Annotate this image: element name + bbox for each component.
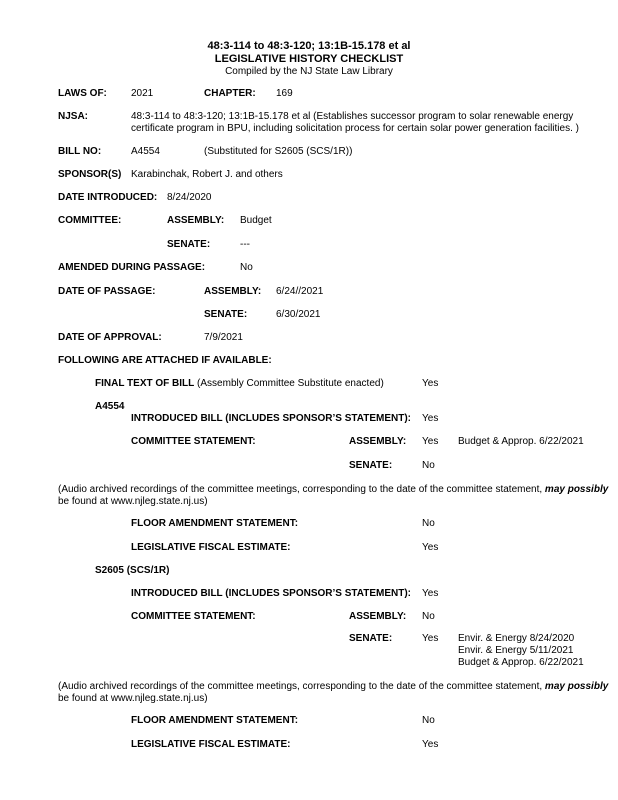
laws-of-label: LAWS OF: [58, 88, 107, 99]
compiled-by: Compiled by the NJ State Law Library [225, 66, 393, 77]
date-of-approval-value: 7/9/2021 [204, 332, 243, 343]
njsa-label: NJSA: [58, 111, 89, 122]
a4554-senate-value: No [422, 460, 435, 471]
s2605-introduced-value: Yes [422, 588, 439, 599]
bill-no-label: BILL NO: [58, 146, 102, 157]
a4554-assembly-label: ASSEMBLY: [349, 436, 407, 447]
s2605-senate-detail-1: Envir. & Energy 8/24/2020 [458, 633, 575, 644]
passage-assembly-label: ASSEMBLY: [204, 286, 262, 297]
passage-assembly-value: 6/24//2021 [276, 286, 324, 297]
a4554-audio-note-text: (Audio archived recordings of the committee meetings, corresponding to the date of the committee statement, [58, 484, 545, 495]
committee-label: COMMITTEE: [58, 215, 122, 226]
s2605-fiscal-estimate-label: LEGISLATIVE FISCAL ESTIMATE: [131, 739, 291, 750]
attached-heading: FOLLOWING ARE ATTACHED IF AVAILABLE: [58, 355, 272, 366]
s2605-floor-amendment-label: FLOOR AMENDMENT STATEMENT: [131, 715, 299, 726]
final-text-value: Yes [422, 378, 439, 389]
a4554-senate-label: SENATE: [349, 460, 393, 471]
final-text-label: FINAL TEXT OF BILL [95, 378, 195, 389]
s2605-heading: S2605 (SCS/1R) [95, 565, 170, 576]
s2605-audio-note-text: (Audio archived recordings of the committee meetings, corresponding to the date of the committee statement, [58, 681, 545, 692]
date-introduced-label: DATE INTRODUCED: [58, 192, 158, 203]
a4554-floor-amendment-label: FLOOR AMENDMENT STATEMENT: [131, 518, 299, 529]
final-text-row [95, 378, 384, 390]
s2605-introduced-label: INTRODUCED BILL (INCLUDES SPONSOR’S STATEMENT): [131, 588, 411, 599]
a4554-committee-statement-label: COMMITTEE STATEMENT: [131, 436, 256, 447]
passage-senate-label: SENATE: [204, 309, 248, 320]
amended-value: No [240, 262, 253, 273]
s2605-audio-note-emphasis: may possibly [544, 681, 609, 692]
s2605-fiscal-estimate-value: Yes [422, 739, 439, 750]
a4554-audio-note-line-1 [58, 484, 608, 496]
passage-senate-value: 6/30/2021 [276, 309, 321, 320]
committee-senate-label: SENATE: [167, 239, 211, 250]
s2605-audio-note-line-2: be found at www.njleg.state.nj.us) [58, 693, 208, 704]
s2605-senate-value: Yes [422, 633, 439, 644]
laws-of-value: 2021 [131, 88, 154, 99]
s2605-senate-label: SENATE: [349, 633, 393, 644]
amended-label: AMENDED DURING PASSAGE: [58, 262, 206, 273]
date-introduced-value: 8/24/2020 [167, 192, 212, 203]
njsa-line-2: certificate program in BPU, including solicitation process for certain solar power generation facilities. ) [131, 123, 579, 134]
a4554-introduced-label: INTRODUCED BILL (INCLUDES SPONSOR’S STATEMENT): [131, 413, 411, 424]
bill-no-value: A4554 [131, 146, 160, 157]
final-text-note: (Assembly Committee Substitute enacted) [197, 378, 384, 389]
date-of-approval-label: DATE OF APPROVAL: [58, 332, 162, 343]
a4554-audio-note-emphasis: may possibly [544, 484, 609, 495]
a4554-fiscal-estimate-label: LEGISLATIVE FISCAL ESTIMATE: [131, 542, 291, 553]
document-title: 48:3-114 to 48:3-120; 13:1B-15.178 et al [207, 40, 411, 52]
committee-assembly-value: Budget [240, 215, 272, 226]
s2605-senate-detail-2: Envir. & Energy 5/11/2021 [458, 645, 574, 656]
document-subtitle: LEGISLATIVE HISTORY CHECKLIST [214, 53, 404, 65]
committee-assembly-label: ASSEMBLY: [167, 215, 225, 226]
s2605-audio-note-line-1 [58, 681, 608, 693]
date-of-passage-label: DATE OF PASSAGE: [58, 286, 156, 297]
a4554-assembly-detail: Budget & Approp. 6/22/2021 [458, 436, 584, 447]
s2605-committee-statement-label: COMMITTEE STATEMENT: [131, 611, 256, 622]
s2605-assembly-value: No [422, 611, 435, 622]
sponsor-value: Karabinchak, Robert J. and others [131, 169, 283, 180]
s2605-floor-amendment-value: No [422, 715, 435, 726]
a4554-assembly-value: Yes [422, 436, 439, 447]
sponsor-label: SPONSOR(S) [58, 169, 122, 180]
committee-senate-value: --- [240, 239, 250, 250]
a4554-floor-amendment-value: No [422, 518, 435, 529]
a4554-heading: A4554 [95, 401, 125, 412]
njsa-line-1: 48:3-114 to 48:3-120; 13:1B-15.178 et al (Establishes successor program to solar renewable energy [131, 111, 574, 122]
bill-no-note: (Substituted for S2605 (SCS/1R)) [204, 146, 353, 157]
s2605-senate-detail-3: Budget & Approp. 6/22/2021 [458, 657, 584, 668]
chapter-value: 169 [276, 88, 293, 99]
a4554-fiscal-estimate-value: Yes [422, 542, 439, 553]
a4554-audio-note-line-2: be found at www.njleg.state.nj.us) [58, 496, 208, 507]
chapter-label: CHAPTER: [204, 88, 256, 99]
a4554-introduced-value: Yes [422, 413, 439, 424]
s2605-assembly-label: ASSEMBLY: [349, 611, 407, 622]
